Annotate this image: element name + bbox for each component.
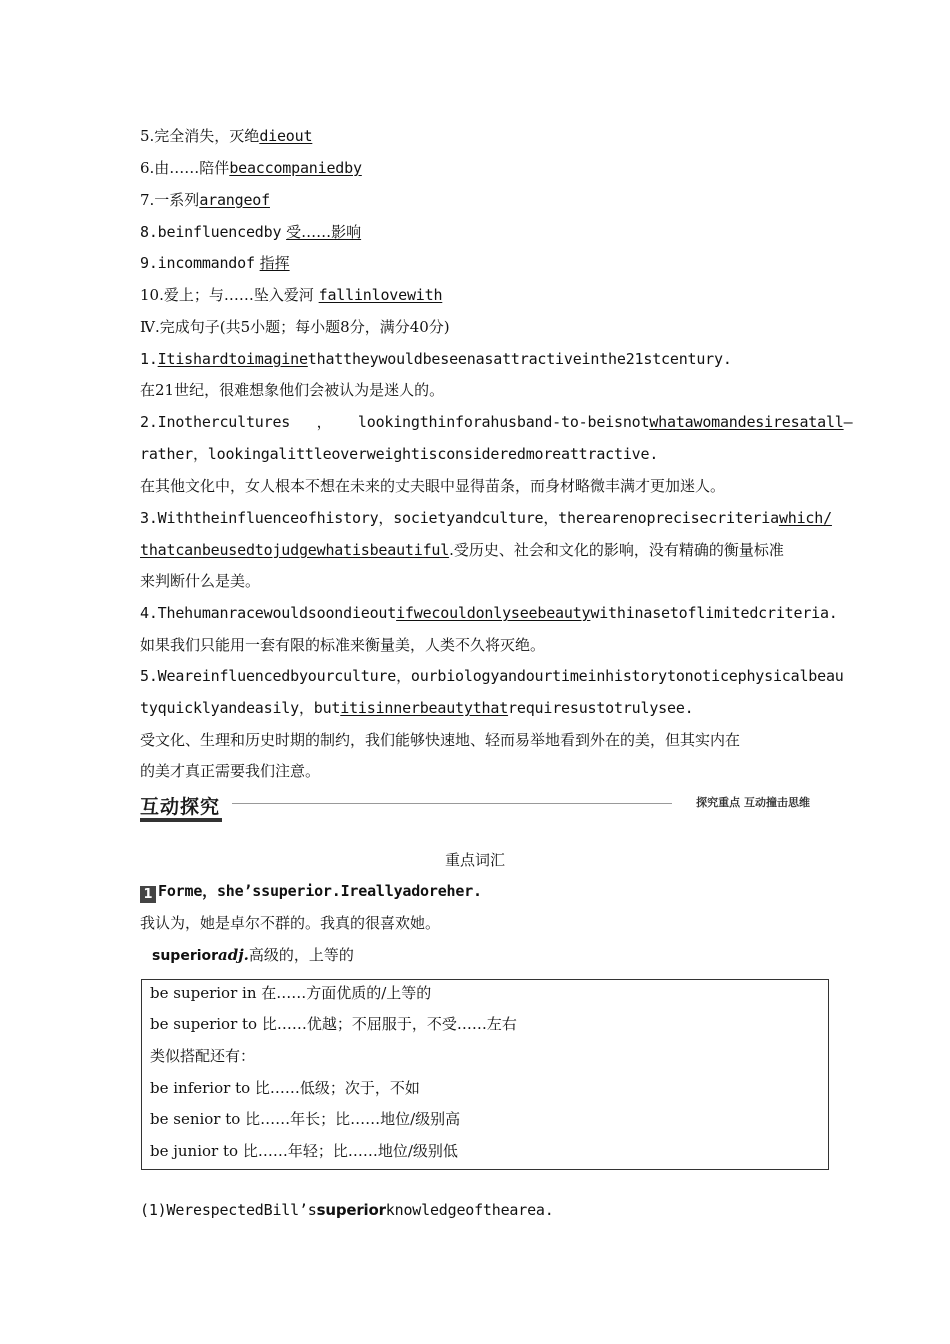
banner-divider (232, 803, 672, 804)
collocation-row: be superior to 比……优越；不屈服于，不受……左右 (150, 1015, 517, 1033)
vocab-answer: 指挥 (259, 254, 290, 272)
sentence-text: thattheywouldbeseenasattractiveinthe21stcentury. (307, 350, 732, 368)
sentence-answer: whatawomandesiresatall (649, 413, 844, 431)
vocab-item-7 (140, 190, 270, 210)
sentence-answer: ifwecouldonlyseebeauty (396, 604, 591, 622)
banner-underline (140, 818, 222, 822)
sentence-5-translation-end: 的美才真正需要我们注意。 (140, 762, 321, 780)
item-number-badge: 1 (140, 886, 156, 903)
sentence-text: 3.Withtheinfluenceofhistory，societyandculture，therearenoprecisecriteria (140, 509, 779, 527)
sentence-2 (140, 412, 852, 432)
vocab-item-6 (140, 158, 362, 178)
vocab-en: 9.incommandof (140, 254, 255, 272)
collocation-row: be inferior to 比……低级；次于，不如 (150, 1079, 420, 1097)
sentence-text: 2.Inothercultures ， lookingthinforahusband-to-beisnot (140, 413, 650, 431)
vocab-answer: fallinlovewith (318, 286, 443, 304)
vocab-answer: 受……影响 (286, 223, 362, 241)
sentence-1-translation: 在21世纪，很难想象他们会被认为是迷人的。 (140, 381, 445, 399)
vocab-item-10 (140, 285, 442, 305)
definition: 高级的，上等的 (248, 946, 354, 964)
banner-subtitle: 探究重点 互动撞击思维 (696, 796, 810, 809)
vocab-cn: 10.爱上；与……坠入爱河 (140, 286, 314, 304)
banner-title: 互动探究 (140, 796, 221, 818)
word-definition (152, 945, 354, 966)
sentence-3-translation-end: 来判断什么是美。 (140, 572, 261, 590)
sentence-4 (140, 603, 838, 623)
example-keyword: superior (316, 1201, 386, 1219)
vocab-en: 8.beinfluencedby (140, 223, 282, 241)
vocab-example-sentence (140, 881, 482, 903)
vocab-item-5 (140, 126, 312, 146)
sentence-5: 5.Weareinfluencedbyourculture，ourbiologyandourtimeinhistorytonoticephysicalbeau (140, 667, 844, 685)
collocation-box (141, 979, 829, 1170)
sentence-text: requiresustotrulysee. (508, 699, 694, 717)
vocab-item-9 (140, 253, 290, 273)
vocab-answer: beaccompaniedby (229, 159, 362, 177)
sentence-5-cont (140, 698, 694, 718)
sentence-2-cont: rather，lookingalittleoverweightisconsideredmoreattractive. (140, 445, 659, 463)
sentence-text: withinasetoflimitedcriteria. (590, 604, 838, 622)
example-text: (1)WerespectedBill’s (140, 1201, 317, 1219)
example-sentence: Forme，she’ssuperior.Ireallyadoreher. (158, 882, 482, 900)
collocation-row: be superior in 在……方面优质的/上等的 (150, 984, 432, 1002)
example-text: knowledgeofthearea. (385, 1201, 554, 1219)
sentence-text: tyquicklyandeasily，but (140, 699, 341, 717)
sentence-2-translation: 在其他文化中，女人根本不想在未来的丈夫眼中显得苗条，而身材略微丰满才更加迷人。 (140, 477, 726, 495)
sentence-3 (140, 508, 832, 528)
section-heading: 重点词汇 (444, 851, 505, 869)
sentence-text: 4.Thehumanracewouldsoondieout (140, 604, 397, 622)
sentence-4-translation: 如果我们只能用一套有限的标准来衡量美，人类不久将灭绝。 (140, 636, 546, 654)
collocation-row: be senior to 比……年长；比……地位/级别高 (150, 1110, 461, 1128)
section-title: Ⅳ.完成句子(共5小题；每小题8分，满分40分) (140, 318, 450, 336)
example-1 (140, 1200, 554, 1220)
vocab-answer: arangeof (199, 191, 270, 209)
sentence-answer: which/ (778, 509, 832, 527)
vocab-cn: 6.由……陪伴 (140, 159, 230, 177)
vocab-item-8 (140, 222, 361, 242)
sentence-answer: Itishardtoimagine (157, 350, 308, 368)
sentence-translation: .受历史、社会和文化的影响，没有精确的衡量标准 (449, 541, 784, 559)
sentence-number: 1. (140, 350, 158, 368)
section-banner (140, 790, 810, 824)
headword: superior (152, 948, 219, 964)
part-of-speech: adj. (218, 946, 249, 964)
sentence-1 (140, 349, 732, 369)
collocation-row: 类似搭配还有： (150, 1047, 256, 1065)
vocab-answer: dieout (259, 127, 313, 145)
vocab-cn: 7.一系列 (140, 191, 200, 209)
sentence-answer: itisinnerbeautythat (340, 699, 509, 717)
sentence-5-translation: 受文化、生理和历史时期的制约，我们能够快速地、轻而易举地看到外在的美，但其实内在 (140, 731, 741, 749)
collocation-row: be junior to 比……年轻；比……地位/级别低 (150, 1142, 458, 1160)
sentence-text: — (843, 413, 853, 431)
sentence-answer: thatcanbeusedtojudgewhatisbeautiful (140, 541, 450, 559)
sentence-3-cont (140, 540, 784, 560)
vocab-cn: 5.完全消失，灭绝 (140, 127, 260, 145)
vocab-example-translation: 我认为，她是卓尔不群的。我真的很喜欢她。 (140, 914, 441, 932)
